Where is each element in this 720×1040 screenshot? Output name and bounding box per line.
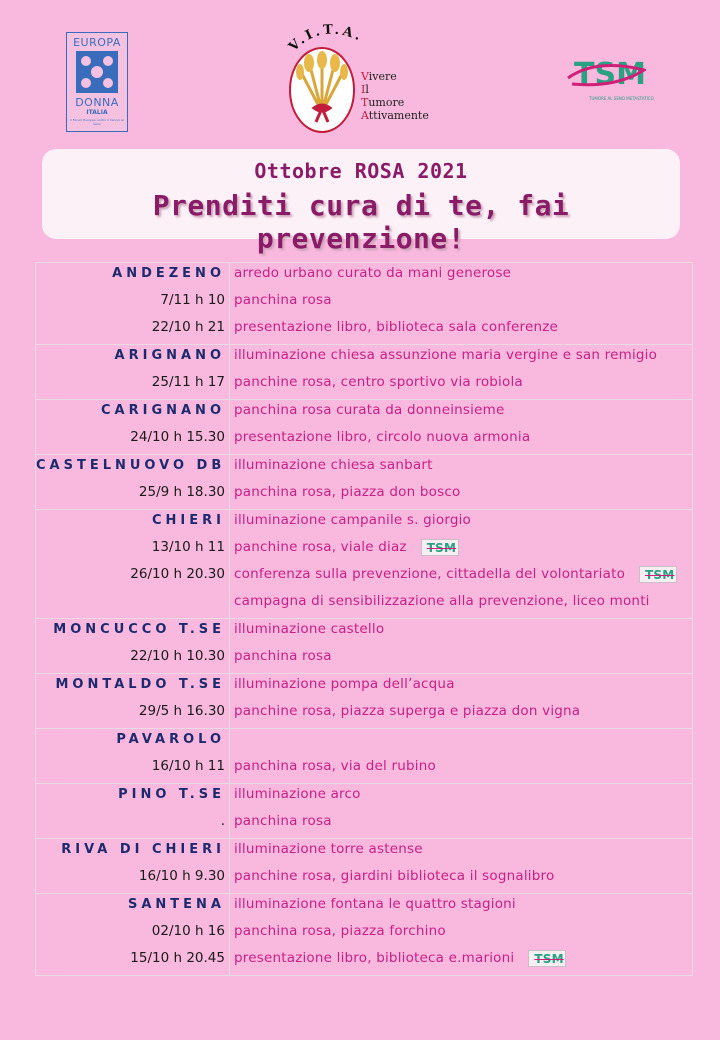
town-name: CHIERI [152, 513, 225, 528]
event-line [234, 619, 692, 646]
event-description: illuminazione pompa dell’acqua [234, 676, 455, 692]
event-line [234, 784, 692, 811]
town-dates-cell [36, 619, 230, 674]
europa-logo-line1: EUROPA [73, 36, 121, 49]
town-events-cell [230, 674, 693, 729]
event-line [234, 674, 692, 701]
town-dates-cell [36, 674, 230, 729]
header-title: Prenditi cura di te, fai prevenzione! [152, 189, 570, 255]
event-description: panchina rosa [234, 292, 332, 308]
event-date: 02/10 h 16 [151, 923, 225, 939]
event-description: campagna di sensibilizzazione alla prevenzione, liceo monti [234, 593, 650, 609]
tsm-badge-icon [421, 539, 459, 556]
town-dates-cell [36, 784, 230, 839]
header-subtitle: Ottobre ROSA 2021 [254, 159, 468, 183]
town-events-cell [230, 345, 693, 400]
event-description: panchina rosa [234, 813, 332, 829]
town-dates-cell [36, 263, 230, 345]
town-dates-cell [36, 400, 230, 455]
tsm-logo-text: TSM [574, 57, 646, 92]
event-line [234, 646, 692, 673]
event-description: illuminazione campanile s. giorgio [234, 512, 472, 528]
event-description: panchina rosa, via del rubino [234, 758, 436, 774]
vita-logo-text: Vivere Il Tumore Attivamente [361, 70, 429, 122]
event-date: 25/9 h 18.30 [138, 484, 225, 500]
event-line [234, 811, 692, 838]
event-description: panchina rosa, piazza don bosco [234, 484, 461, 500]
event-line [234, 894, 692, 921]
town-row [36, 729, 693, 784]
event-description: illuminazione torre astense [234, 841, 423, 857]
town-name: MONTALDO T.SE [55, 677, 225, 692]
event-date: 13/10 h 11 [151, 539, 225, 555]
event-line [234, 948, 692, 975]
event-description: panchine rosa, giardini biblioteca il sognalibro [234, 868, 555, 884]
town-dates-cell [36, 839, 230, 894]
event-description: conferenza sulla prevenzione, cittadella del volontariato [234, 566, 626, 582]
event-schedule-table [35, 262, 693, 976]
tsm-badge-text: TSM [426, 540, 457, 555]
event-description: panchine rosa, piazza superga e piazza don vigna [234, 703, 581, 719]
town-dates-cell [36, 345, 230, 400]
town-row [36, 455, 693, 510]
event-date [36, 591, 225, 618]
event-line [234, 372, 692, 399]
europa-logo-line3: ITALIA [86, 109, 108, 116]
event-date: . [220, 813, 225, 829]
event-description: illuminazione arco [234, 786, 361, 802]
event-date: 22/10 h 10.30 [130, 648, 225, 664]
event-line [234, 921, 692, 948]
town-row [36, 619, 693, 674]
event-description: illuminazione chiesa sanbart [234, 457, 433, 473]
town-row [36, 510, 693, 619]
tsm-badge-icon [639, 566, 677, 583]
town-events-cell [230, 455, 693, 510]
tsm-badge-text: TSM [534, 951, 564, 966]
event-date: 26/10 h 20.30 [130, 566, 225, 582]
event-line [234, 729, 692, 756]
europa-donna-logo [66, 32, 128, 132]
event-description: presentazione libro, biblioteca e.marioni [234, 950, 515, 966]
event-line [234, 591, 692, 618]
town-dates-cell [36, 894, 230, 976]
event-line [234, 290, 692, 317]
event-line [234, 263, 692, 290]
town-events-cell [230, 263, 693, 345]
town-events-cell [230, 894, 693, 976]
europa-logo-tagline: Il Forum Europeo contro il Cancro al Seno [70, 118, 124, 126]
header-banner [42, 149, 680, 255]
event-line [234, 317, 692, 344]
town-row [36, 345, 693, 400]
town-name: ARIGNANO [114, 348, 225, 363]
tsm-badge-text: TSM [645, 567, 675, 582]
tsm-badge-icon [528, 950, 566, 967]
town-events-cell [230, 510, 693, 619]
event-line [234, 427, 692, 454]
event-line [234, 510, 692, 537]
town-events-cell [230, 839, 693, 894]
event-description: illuminazione fontana le quattro stagioni [234, 896, 516, 912]
event-date: 7/11 h 10 [160, 292, 225, 308]
town-dates-cell [36, 729, 230, 784]
event-line [234, 537, 692, 564]
event-description: panchine rosa, viale diaz [234, 539, 407, 555]
town-name: PINO T.SE [118, 787, 225, 802]
event-date: 29/5 h 16.30 [138, 703, 225, 719]
event-date: 16/10 h 9.30 [138, 868, 225, 884]
event-line [234, 400, 692, 427]
town-name: CASTELNUOVO DB [36, 458, 226, 473]
event-date: 16/10 h 11 [151, 758, 225, 774]
town-row [36, 784, 693, 839]
vita-arc-text: V.I.T.A. [286, 22, 366, 55]
event-description: arredo urbano curato da mani generose [234, 265, 512, 281]
town-row [36, 674, 693, 729]
europa-logo-graphic [74, 49, 120, 95]
event-description: panchine rosa, centro sportivo via robiola [234, 374, 523, 390]
town-name: SANTENA [128, 897, 225, 912]
town-events-cell [230, 400, 693, 455]
event-date: 22/10 h 21 [151, 319, 225, 335]
town-name: MONCUCCO T.SE [53, 622, 225, 637]
event-description: illuminazione castello [234, 621, 385, 637]
europa-logo-line2: DONNA [75, 96, 119, 109]
event-description: presentazione libro, biblioteca sala conferenze [234, 319, 559, 335]
town-row [36, 400, 693, 455]
event-description: panchina rosa curata da donneinsieme [234, 402, 505, 418]
town-name: ANDEZENO [112, 266, 225, 281]
town-row [36, 894, 693, 976]
event-line [234, 455, 692, 482]
event-line [234, 839, 692, 866]
event-description: presentazione libro, circolo nuova armonia [234, 429, 531, 445]
town-events-cell [230, 619, 693, 674]
event-line [234, 756, 692, 783]
town-events-cell [230, 784, 693, 839]
event-description: panchina rosa, piazza forchino [234, 923, 446, 939]
event-date: 24/10 h 15.30 [130, 429, 225, 445]
town-dates-cell [36, 510, 230, 619]
event-line [234, 482, 692, 509]
event-description: illuminazione chiesa assunzione maria vergine e san remigio [234, 347, 658, 363]
town-events-cell [230, 729, 693, 784]
event-line [234, 866, 692, 893]
event-line [234, 701, 692, 728]
event-line [234, 564, 692, 591]
town-row [36, 839, 693, 894]
event-description: panchina rosa [234, 648, 332, 664]
town-dates-cell [36, 455, 230, 510]
event-date: 25/11 h 17 [151, 374, 225, 390]
town-name: CARIGNANO [101, 403, 225, 418]
town-row [36, 263, 693, 345]
town-name: PAVAROLO [116, 732, 225, 747]
event-line [234, 345, 692, 372]
town-name: RIVA DI CHIERI [61, 842, 225, 857]
tsm-logo-subtitle: TUMORE AL SENO METASTATICO [589, 96, 654, 101]
event-date: 15/10 h 20.45 [130, 950, 225, 966]
